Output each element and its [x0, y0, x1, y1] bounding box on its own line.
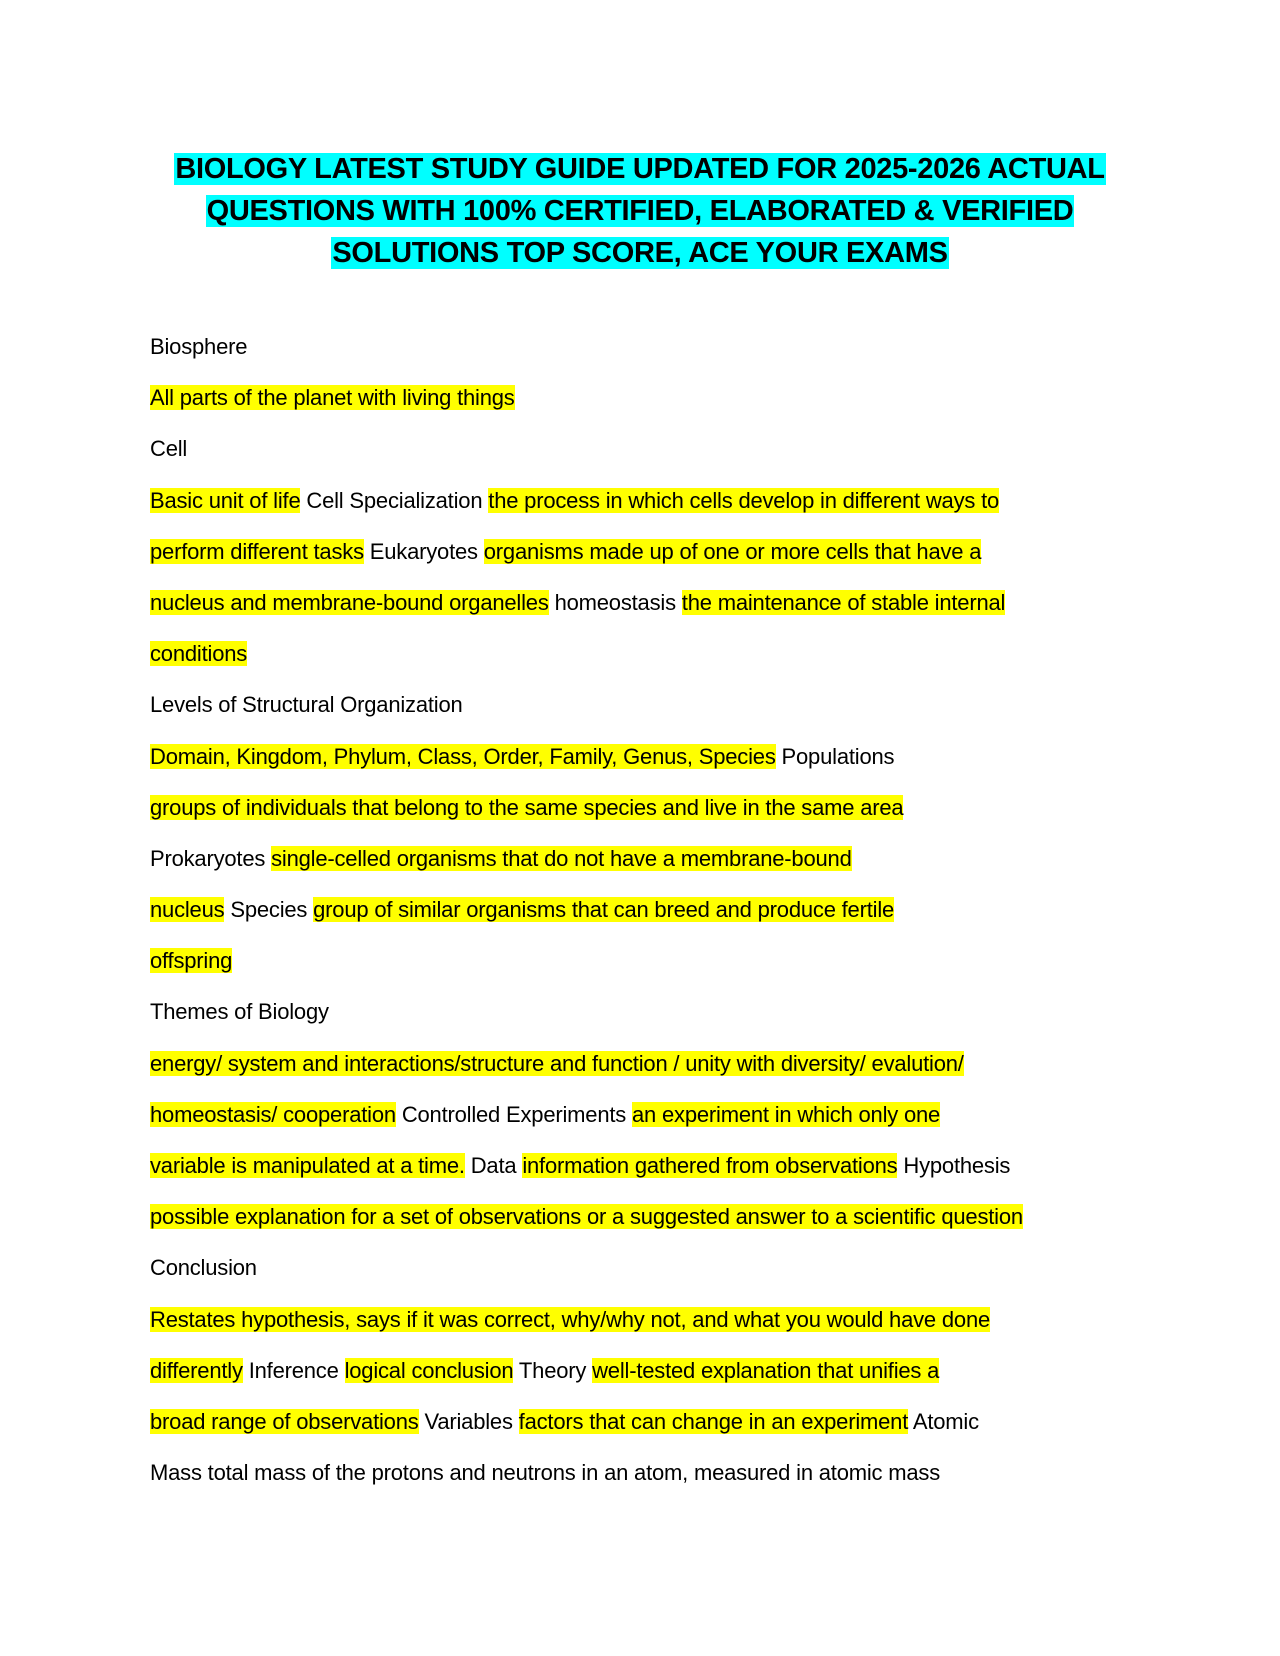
text-line: [150, 539, 1090, 590]
title-line-text: BIOLOGY LATEST STUDY GUIDE UPDATED FOR 2025-2026 ACTUAL: [175, 153, 1105, 185]
highlighted-definition: group of similar organisms that can breed and produce fertile: [313, 897, 895, 923]
title-line-text: QUESTIONS WITH 100% CERTIFIED, ELABORATED & VERIFIED: [206, 195, 1074, 227]
text-line: [150, 846, 1090, 897]
term-text: Hypothesis: [897, 1153, 1011, 1178]
highlighted-definition: homeostasis/ cooperation: [150, 1101, 396, 1127]
highlighted-definition: offspring: [150, 948, 233, 974]
text-line: [150, 1051, 1090, 1102]
term-text: Mass total mass of the protons and neutrons in an atom, measured in atomic mass: [150, 1460, 941, 1486]
title-line: [140, 148, 1140, 190]
term-text: Data: [464, 1153, 523, 1178]
term-text: Prokaryotes: [150, 845, 272, 871]
text-line: [150, 590, 1090, 641]
highlighted-definition: perform different tasks: [150, 538, 364, 564]
highlighted-definition: Domain, Kingdom, Phylum, Class, Order, Family, Genus, Species: [150, 743, 776, 769]
term-text: Populations: [775, 743, 895, 769]
highlighted-definition: single-celled organisms that do not have a membrane-bound: [271, 845, 852, 871]
text-line: [150, 1255, 1090, 1306]
highlighted-definition: broad range of observations: [150, 1408, 419, 1434]
term-text: Themes of Biology: [150, 999, 329, 1025]
highlighted-definition: Restates hypothesis, says if it was correct, why/why not, and what you would have done: [150, 1306, 991, 1332]
term-text: Theory: [513, 1357, 593, 1383]
highlighted-definition: Basic unit of life: [150, 487, 301, 513]
text-line: [150, 334, 1090, 385]
text-line: [150, 1102, 1090, 1153]
term-text: Species: [224, 897, 314, 923]
term-text: Cell: [150, 436, 188, 462]
document-title: [140, 148, 1140, 274]
text-line: [150, 1409, 1090, 1460]
highlighted-definition: conditions: [150, 641, 248, 667]
term-text: Controlled Experiments: [395, 1101, 632, 1127]
highlighted-definition: possible explanation for a set of observations or a suggested answer to a scientific question: [150, 1204, 1023, 1230]
text-line: [150, 641, 1090, 692]
text-line: [150, 897, 1090, 948]
text-line: [150, 488, 1090, 539]
text-line: [150, 795, 1090, 846]
title-line: [140, 190, 1140, 232]
document-body: [150, 334, 1090, 1511]
text-line: [150, 1460, 1090, 1511]
highlighted-definition: variable is manipulated at a time.: [150, 1153, 465, 1178]
highlighted-definition: energy/ system and interactions/structure and function / unity with diversity/ evalution/: [150, 1050, 964, 1076]
term-text: homeostasis: [548, 589, 682, 615]
highlighted-definition: groups of individuals that belong to the same species and live in the same area: [150, 794, 904, 820]
highlighted-definition: organisms made up of one or more cells that have a: [483, 538, 982, 564]
text-line: [150, 1307, 1090, 1358]
title-line: [140, 232, 1140, 274]
term-text: Inference: [242, 1357, 345, 1383]
text-line: [150, 385, 1090, 436]
term-text: Variables: [418, 1408, 519, 1434]
text-line: [150, 948, 1090, 999]
highlighted-definition: the maintenance of stable internal: [681, 589, 1006, 615]
highlighted-definition: logical conclusion: [344, 1357, 514, 1383]
highlighted-definition: factors that can change in an experiment: [518, 1408, 909, 1434]
text-line: [150, 1358, 1090, 1409]
text-line: [150, 1153, 1090, 1204]
term-text: Eukaryotes: [363, 538, 484, 564]
highlighted-definition: nucleus: [150, 897, 225, 923]
text-line: [150, 1204, 1090, 1255]
term-text: Cell Specialization: [300, 487, 489, 513]
term-text: Atomic: [908, 1408, 979, 1434]
highlighted-definition: an experiment in which only one: [632, 1101, 941, 1127]
text-line: [150, 692, 1090, 743]
text-line: [150, 999, 1090, 1050]
highlighted-definition: the process in which cells develop in different ways to: [488, 487, 1000, 513]
term-text: Conclusion: [150, 1255, 257, 1281]
highlighted-definition: All parts of the planet with living things: [150, 385, 515, 411]
text-line: [150, 744, 1090, 795]
term-text: Biosphere: [150, 334, 248, 359]
highlighted-definition: differently: [150, 1357, 243, 1383]
term-text: Levels of Structural Organization: [150, 692, 463, 718]
text-line: [150, 436, 1090, 487]
highlighted-definition: well-tested explanation that unifies a: [592, 1357, 940, 1383]
highlighted-definition: nucleus and membrane-bound organelles: [150, 589, 549, 615]
highlighted-definition: information gathered from observations: [522, 1153, 898, 1178]
title-line-text: SOLUTIONS TOP SCORE, ACE YOUR EXAMS: [332, 237, 948, 269]
